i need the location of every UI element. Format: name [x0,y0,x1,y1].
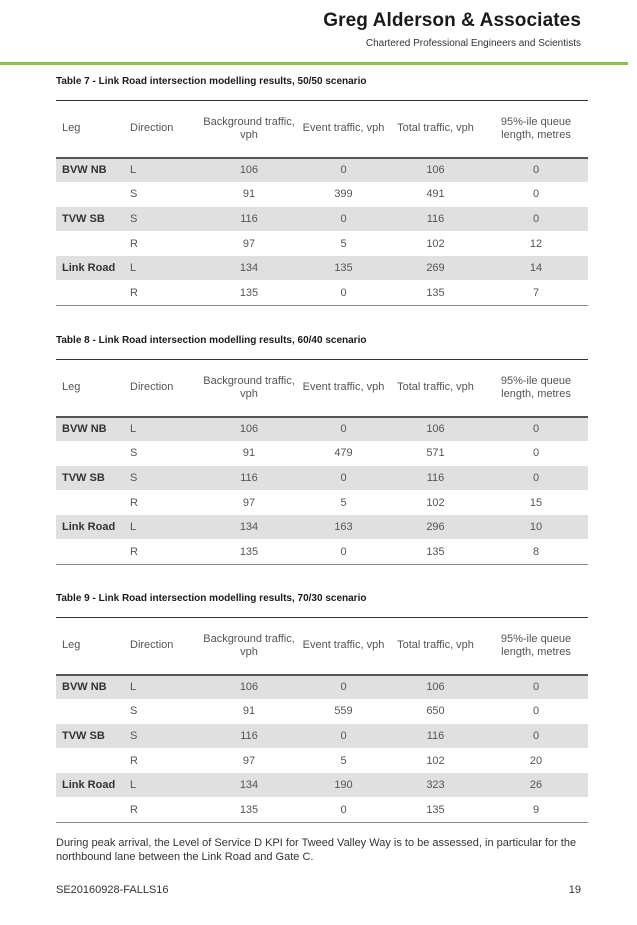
cell-leg [56,182,124,207]
table-row [56,182,588,207]
cell-queue: 0 [484,724,588,749]
cell-direction: L [124,417,198,442]
cell-direction: L [124,256,198,281]
col-header-background: Background traffic, vph [198,101,300,158]
cell-direction: S [124,724,198,749]
cell-event: 559 [300,699,387,724]
cell-direction: S [124,699,198,724]
col-header-queue: 95%-ile queue length, metres [484,101,588,158]
table-row [56,748,588,773]
cell-queue: 0 [484,466,588,491]
cell-leg [56,699,124,724]
company-name: Greg Alderson & Associates [323,10,581,31]
table-row [56,466,588,491]
col-header-queue: 95%-ile queue length, metres [484,360,588,417]
cell-background: 116 [198,724,300,749]
cell-background: 91 [198,699,300,724]
table-caption: Table 7 - Link Road intersection modelling results, 50/50 scenario [56,76,367,87]
col-header-event: Event traffic, vph [300,360,387,417]
table-caption: Table 9 - Link Road intersection modelling results, 70/30 scenario [56,593,367,604]
cell-event: 0 [300,158,387,183]
cell-direction: R [124,280,198,305]
cell-total: 135 [387,539,484,564]
cell-leg [56,797,124,822]
cell-leg [56,231,124,256]
col-header-total: Total traffic, vph [387,101,484,158]
cell-queue: 0 [484,699,588,724]
cell-total: 116 [387,466,484,491]
table-row [56,797,588,822]
cell-total: 102 [387,490,484,515]
cell-queue: 10 [484,515,588,540]
footer-page-number: 19 [568,884,581,896]
cell-leg [56,280,124,305]
cell-background: 116 [198,207,300,232]
cell-total: 135 [387,797,484,822]
cell-direction: S [124,182,198,207]
cell-event: 0 [300,797,387,822]
cell-event: 163 [300,515,387,540]
cell-total: 106 [387,158,484,183]
cell-total: 491 [387,182,484,207]
header-divider [0,62,628,65]
col-header-background: Background traffic, vph [198,360,300,417]
cell-event: 135 [300,256,387,281]
col-header-total: Total traffic, vph [387,360,484,417]
cell-direction: R [124,539,198,564]
cell-queue: 0 [484,182,588,207]
cell-event: 0 [300,207,387,232]
table-caption: Table 8 - Link Road intersection modelling results, 60/40 scenario [56,335,367,346]
cell-queue: 0 [484,158,588,183]
col-header-event: Event traffic, vph [300,101,387,158]
cell-direction: R [124,490,198,515]
cell-total: 650 [387,699,484,724]
cell-leg: Link Road [56,515,124,540]
cell-direction: L [124,773,198,798]
cell-queue: 0 [484,417,588,442]
cell-total: 106 [387,675,484,700]
cell-queue: 26 [484,773,588,798]
cell-leg [56,748,124,773]
cell-leg: TVW SB [56,466,124,491]
cell-background: 134 [198,773,300,798]
cell-background: 97 [198,231,300,256]
cell-total: 102 [387,231,484,256]
cell-leg: TVW SB [56,207,124,232]
cell-queue: 0 [484,207,588,232]
cell-event: 479 [300,441,387,466]
cell-event: 5 [300,490,387,515]
cell-direction: R [124,231,198,256]
col-header-direction: Direction [124,360,198,417]
cell-event: 5 [300,231,387,256]
table-row [56,207,588,232]
cell-total: 102 [387,748,484,773]
cell-leg: Link Road [56,773,124,798]
footer-doc-id: SE20160928-FALLS16 [56,884,169,896]
table-row [56,773,588,798]
col-header-leg: Leg [56,360,124,417]
col-header-direction: Direction [124,618,198,675]
cell-queue: 8 [484,539,588,564]
cell-queue: 15 [484,490,588,515]
table-row [56,515,588,540]
col-header-background: Background traffic, vph [198,618,300,675]
cell-total: 106 [387,417,484,442]
header [323,10,581,49]
table-row [56,280,588,305]
table-row [56,675,588,700]
col-header-total: Total traffic, vph [387,618,484,675]
col-header-direction: Direction [124,101,198,158]
col-header-leg: Leg [56,101,124,158]
cell-leg: BVW NB [56,675,124,700]
cell-background: 91 [198,182,300,207]
cell-background: 135 [198,797,300,822]
cell-direction: R [124,797,198,822]
cell-total: 323 [387,773,484,798]
cell-background: 134 [198,515,300,540]
cell-background: 106 [198,417,300,442]
table-row [56,441,588,466]
cell-event: 0 [300,539,387,564]
cell-leg [56,441,124,466]
cell-direction: S [124,441,198,466]
body-paragraph: During peak arrival, the Level of Service D KPI for Tweed Valley Way is to be assessed, in particular for the northbound lane between the Link Road and Gate C. [56,837,577,863]
cell-queue: 0 [484,441,588,466]
cell-queue: 14 [484,256,588,281]
table-row [56,490,588,515]
cell-background: 106 [198,675,300,700]
cell-queue: 0 [484,675,588,700]
col-header-queue: 95%-ile queue length, metres [484,618,588,675]
cell-event: 399 [300,182,387,207]
cell-background: 106 [198,158,300,183]
table-row [56,699,588,724]
cell-queue: 7 [484,280,588,305]
table-row [56,417,588,442]
results-table-8 [56,359,588,565]
cell-direction: R [124,748,198,773]
table-row [56,256,588,281]
col-header-event: Event traffic, vph [300,618,387,675]
cell-total: 116 [387,207,484,232]
cell-total: 116 [387,724,484,749]
cell-background: 135 [198,539,300,564]
cell-leg [56,539,124,564]
cell-background: 135 [198,280,300,305]
cell-total: 571 [387,441,484,466]
cell-leg: BVW NB [56,417,124,442]
results-table-9 [56,617,588,823]
cell-event: 0 [300,724,387,749]
cell-background: 116 [198,466,300,491]
col-header-leg: Leg [56,618,124,675]
table-row [56,724,588,749]
cell-event: 0 [300,675,387,700]
cell-leg: BVW NB [56,158,124,183]
cell-event: 0 [300,280,387,305]
table-row [56,539,588,564]
cell-event: 0 [300,466,387,491]
cell-total: 135 [387,280,484,305]
cell-background: 97 [198,490,300,515]
table-row [56,158,588,183]
cell-background: 91 [198,441,300,466]
cell-event: 5 [300,748,387,773]
company-subtitle: Chartered Professional Engineers and Scientists [365,38,581,49]
cell-queue: 12 [484,231,588,256]
cell-total: 269 [387,256,484,281]
cell-queue: 20 [484,748,588,773]
cell-leg [56,490,124,515]
cell-leg: TVW SB [56,724,124,749]
cell-queue: 9 [484,797,588,822]
cell-total: 296 [387,515,484,540]
cell-event: 190 [300,773,387,798]
cell-background: 134 [198,256,300,281]
cell-background: 97 [198,748,300,773]
cell-direction: S [124,466,198,491]
cell-leg: Link Road [56,256,124,281]
cell-direction: L [124,158,198,183]
cell-direction: S [124,207,198,232]
cell-event: 0 [300,417,387,442]
table-row [56,231,588,256]
results-table-7 [56,100,588,306]
cell-direction: L [124,675,198,700]
cell-direction: L [124,515,198,540]
